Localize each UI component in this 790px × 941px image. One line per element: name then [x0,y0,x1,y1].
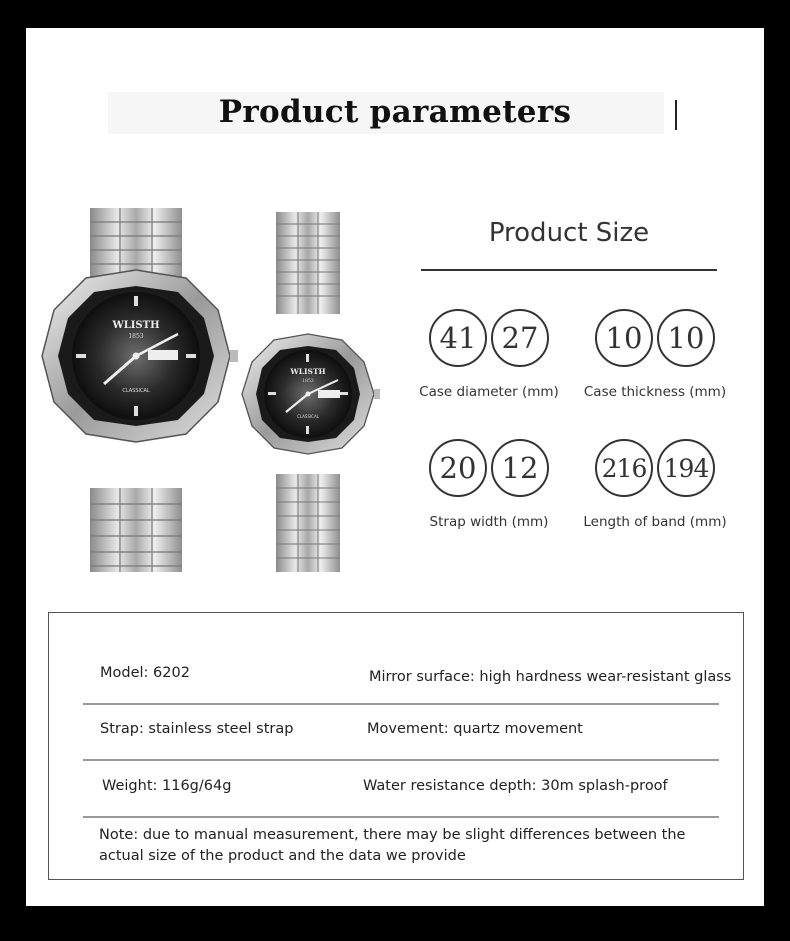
band-length-group [580,439,730,530]
case-thickness-group [580,309,730,400]
watches-image [32,206,386,576]
case-diameter-group [414,309,564,400]
row-divider [83,703,719,705]
small-watch-brand: WLISTH [290,367,326,376]
measurement-note: Note: due to manual measurement, there may be slight differences between the actual size of the product and the data we provide [99,827,686,864]
case-diameter-large-value: 41 [429,309,487,367]
parameters-table [48,612,744,880]
model-param: Model: 6202 [100,665,190,681]
movement-param: Movement: quartz movement [367,721,583,737]
strap-width-small-value: 12 [491,439,549,497]
strap-param: Strap: stainless steel strap [100,721,294,737]
strap-width-large-value: 20 [429,439,487,497]
large-watch-year: 1853 [128,333,144,340]
small-watch-model-text: CLASSICAL [297,414,319,419]
title-divider [675,100,677,130]
strap-width-group [414,439,564,530]
weight-param: Weight: 116g/64g [102,778,232,794]
product-size-title: Product Size [488,218,650,248]
case-diameter-small-value: 27 [491,309,549,367]
row-divider [83,759,719,761]
large-watch [42,208,238,572]
case-thickness-large-value: 10 [595,309,653,367]
water-resistance-param: Water resistance depth: 30m splash-proof [363,778,668,794]
row-divider [83,816,719,818]
large-watch-brand: WLISTH [112,320,160,331]
page-title: Product parameters [218,94,572,130]
product-parameters-card [26,28,764,906]
mirror-param: Mirror surface: high hardness wear-resistant glass [369,669,732,685]
band-length-small-value: 194 [657,439,715,497]
large-watch-model-text: CLASSICAL [122,388,150,394]
small-watch [242,212,380,572]
band-length-label: Length of band (mm) [583,514,727,530]
small-watch-year: 1853 [302,379,314,384]
strap-width-label: Strap width (mm) [429,514,549,530]
product-size-rule [421,269,717,271]
band-length-large-value: 216 [595,439,653,497]
case-thickness-label: Case thickness (mm) [583,384,727,400]
case-diameter-label: Case diameter (mm) [419,384,559,400]
case-thickness-small-value: 10 [657,309,715,367]
